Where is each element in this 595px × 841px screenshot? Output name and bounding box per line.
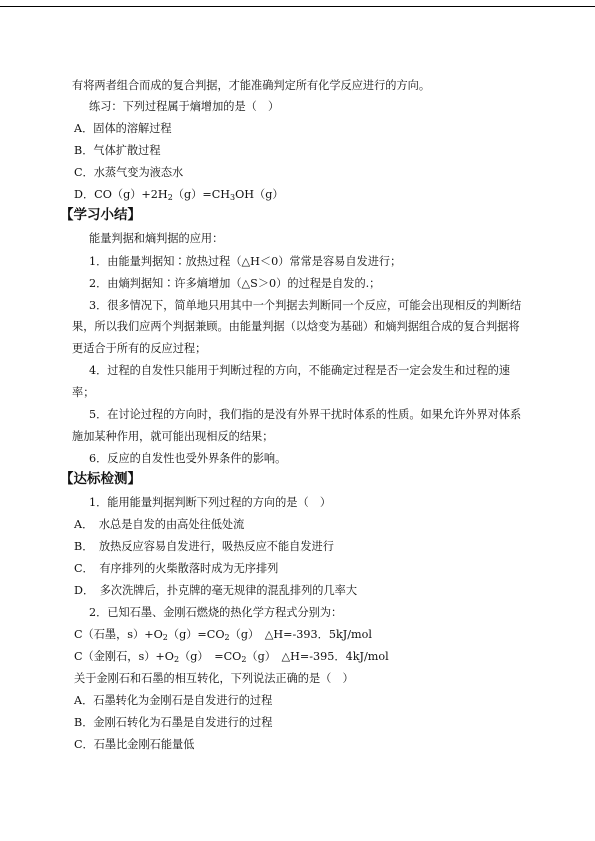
test-heading: 【达标检测】 [60, 471, 141, 487]
q2-option-c: C．石墨比金刚石能量低 [74, 738, 195, 751]
summary-lead: 能量判据和熵判据的应用： [89, 232, 224, 245]
test-question-1: 1．能用能量判据判断下列过程的方向的是（ ） [89, 496, 332, 509]
summary-point-3-end: 更适合于所有的反应过程； [72, 342, 207, 355]
summary-point-4: 4．过程的自发性只能用于判断过程的方向，不能确定过程是否一定会发生和过程的速 [89, 364, 511, 377]
q2-option-a: A．石墨转化为金刚石是自发进行的过程 [74, 694, 273, 707]
q1-option-b: B． 放热反应容易自发进行，吸热反应不能自发进行 [74, 540, 334, 553]
header-rule [0, 6, 595, 7]
q2-option-b: B．金刚石转化为石墨是自发进行的过程 [74, 716, 273, 729]
exercise-option-c: C．水蒸气变为液态水 [74, 166, 184, 179]
test-question-2: 2．已知石墨、金刚石燃烧的热化学方程式分别为： [89, 606, 343, 619]
summary-point-3-cont: 果，所以我们应两个判据兼顾。由能量判据（以焓变为基础）和熵判据组合成的复合判据将 [72, 320, 520, 333]
equation-graphite: C（石墨，$s)+O_2(g)=CO_2(g)$ △H=-393．5kJ/mol [74, 628, 372, 642]
exercise-question: 练习：下列过程属于熵增加的是（ ） [89, 100, 280, 113]
exercise-option-b: B．气体扩散过程 [74, 144, 161, 157]
q2-stem: 关于金刚石和石墨的相互转化，下列说法正确的是（ ） [74, 672, 354, 685]
intro-line: 有将两者组合而成的复合判据，才能准确判定所有化学反应进行的方向。 [72, 79, 431, 92]
q1-option-d: D． 多次洗牌后，扑克牌的毫无规律的混乱排列的几率大 [74, 584, 358, 597]
exercise-option-d: D．$CO(g)+2H_2(g)=CH_3OH(g)$ [74, 188, 284, 202]
summary-point-5-end: 施加某种作用，就可能出现相反的结果； [72, 430, 274, 443]
q1-option-c: C． 有序排列的火柴散落时成为无序排列 [74, 562, 279, 575]
exercise-option-a: A．固体的溶解过程 [74, 122, 172, 135]
summary-point-6: 6．反应的自发性也受外界条件的影响。 [89, 452, 287, 465]
summary-point-1: 1．由能量判据知∶放热过程（△H＜0）常常是容易自发进行； [89, 255, 402, 268]
summary-point-3: 3．很多情况下，简单地只用其中一个判据去判断同一个反应，可能会出现相反的判断结 [89, 299, 522, 312]
summary-point-4-end: 率； [72, 386, 95, 399]
q1-option-a: A． 水总是自发的由高处往低处流 [74, 518, 245, 531]
equation-diamond: C（金刚石，$s)+O_2(g)$ $=CO_2(g)$ △H=-395．4kJ/mol [74, 650, 389, 664]
summary-point-5: 5．在讨论过程的方向时，我们指的是没有外界干扰时体系的性质。如果允许外界对体系 [89, 408, 522, 421]
summary-heading: 【学习小结】 [60, 207, 141, 223]
summary-point-2: 2．由熵判据知∶许多熵增加（△S＞0）的过程是自发的.； [89, 277, 381, 290]
